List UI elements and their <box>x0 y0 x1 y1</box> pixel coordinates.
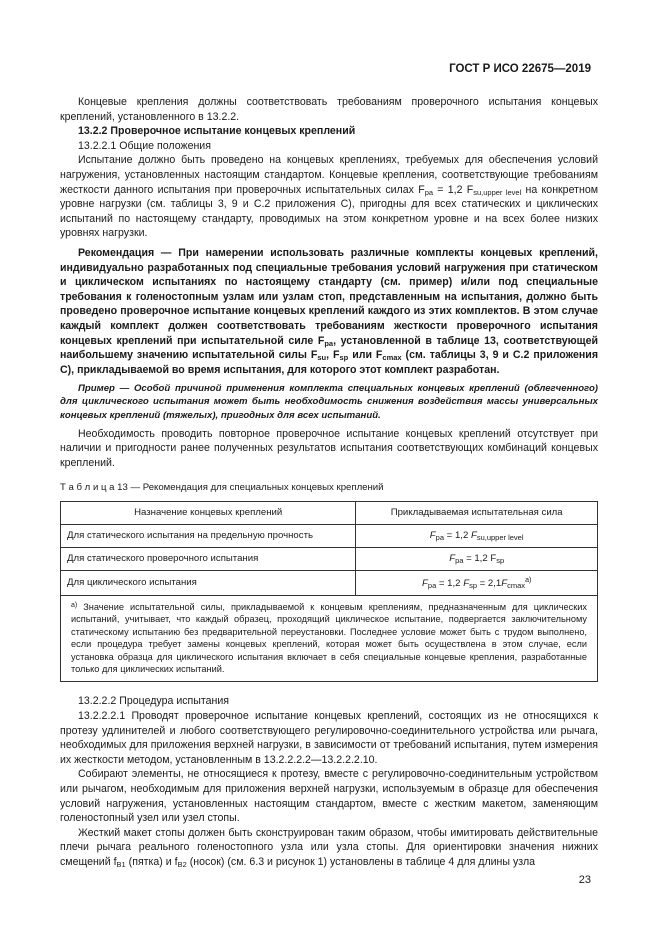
table-cell-force: $F_{pa} = 1,2$ $F_{su,upper level}$ <box>356 525 598 548</box>
table-footnote: $^{a)}$ Значение испытательной силы, прикладываемой к концевым креплениям, предназначенным для циклических испытаний, учитывает, что каждый образец, проходящий циклическое испытание, подвергается заключительному статическому испытанию без предварительной переустановки. Последнее условие может быть с трудом выполнено, если процедура требует замены концевых креплений, которая может быть осуществлена в этом случае, если установка образца для циклического испытания включает в себя специальные концевые крепления, разработанные только для циклических испытаний. <box>61 596 598 682</box>
table-caption: Т а б л и ц а 13 — Рекомендация для специальных концевых креплений <box>60 481 384 493</box>
paragraph: Концевые крепления должны соответствовать требованиям проверочного испытания концевых креплений, установленного в 13.2.2. <box>60 96 598 123</box>
table-row <box>61 548 598 571</box>
table-column-header: Назначение концевых креплений <box>61 502 356 525</box>
table-cell-purpose: Для циклического испытания <box>61 571 356 596</box>
table-row <box>61 571 598 596</box>
section-heading-13-2-2-1: 13.2.2.1 Общие положения <box>78 139 211 152</box>
section-heading-13-2-2-2: 13.2.2.2 Процедура испытания <box>78 695 230 708</box>
paragraph-test-conditions: Испытание должно быть проведено на концевых креплениях, требуемых для обеспечения условий нагружения, установленных настоящим стандартом. Концевые крепления, соответствующие требованиям жесткости данного испытания при проверочных испытательных силах $F_{pa} = 1,2$ $F_{su,upper level}$ на конкретном уровне нагрузки (см. таблицы 3, 9 и С.2 приложения С), пригодны для всех статических и циклических испытаний по настоящему стандарту, проводимых на этом конкретном уровне и на всех более низких уровнях нагрузки. <box>60 154 598 240</box>
page-number: 23 <box>578 874 591 886</box>
table-cell-purpose: Для статического проверочного испытания <box>61 548 356 571</box>
paragraph-assembly: Собирают элементы, не относящиеся к протезу, вместе с регулировочно-соединительным устройством или рычагом, необходимым для приложения верхней нагрузки, используемым в образце для обеспечения условий нагружения, установленных настоящим стандартом, вместе с жестким макетом, заменяющим голеностопный узел или узел стопы. <box>60 768 598 825</box>
table-cell-force: $F_{pa} = 1,2$ $F_{sp}$ <box>356 548 598 571</box>
document-header: ГОСТ Р ИСО 22675—2019 <box>449 63 591 75</box>
table-row <box>61 525 598 548</box>
paragraph-13-2-2-2-1: 13.2.2.2.1 Проводят проверочное испытание концевых креплений, состоящих из не относящихся к протезу удлинителей и любого соответствующего регулировочно-соединительного устройства или рычага, необходимых для приложения верхней нагрузки, в зависимости от требований испытания, путем измерения их жесткости методом, установленным в 13.2.2.2.2—13.2.2.2.10. <box>60 710 598 766</box>
paragraph-retest: Необходимость проводить повторное проверочное испытание концевых креплений отсутствует при наличии и пригодности ранее полученных результатов испытания соответствующих комбинаций концевых креплений. <box>60 427 598 470</box>
table-cell-purpose: Для статического испытания на предельную прочность <box>61 525 356 548</box>
table-cell-force: $F_{pa} = 1,2$ $F_{sp} = 2,1F_{cmax}^{a)}$ <box>356 571 598 596</box>
table-column-header: Прикладываемая испытательная сила <box>356 502 598 525</box>
table-13 <box>60 501 598 682</box>
example-paragraph: Пример — Особой причиной применения комплекта специальных концевых креплений (облегченного) для циклического испытания может быть необходимость снижения воздействия массы универсальных концевых креплений (тяжелых), пригодных для всех испытаний. <box>60 383 598 421</box>
table-footnote-row <box>61 596 598 682</box>
paragraph-rigid-dummy: Жесткий макет стопы должен быть сконструирован таким образом, чтобы имитировать действительные плечи рычага реального голеностопного узла или узла стопы. Для ориентировки значения нижних смещений $f_{B1}$ (пятка) и $f_{B2}$ (носок) (см. 6.3 и рисунок 1) установлены в таблице 4 для длины узла <box>60 826 598 870</box>
table-header-row <box>61 502 598 525</box>
page-content <box>60 95 598 870</box>
section-heading-13-2-2: 13.2.2 Проверочное испытание концевых креплений <box>78 125 356 138</box>
recommendation-paragraph: Рекомендация — При намерении использовать различные комплекты концевых креплений, индивидуально разработанных под специальные требования условий нагружения при статическом и циклическом испытаниях по настоящему стандарту (см. пример) и/или под специальные требования к голеностопным узлам или узлам стоп, представленным на испытания, должно быть проведено проверочное испытание концевых креплений каждого из этих комплектов. В этом случае каждый комплект должен соответствовать требованиям жесткости проверочного испытания концевых креплений при испытательной силе $F_{pa}$, установленной в таблице 13, соответствующей наибольшему значению испытательной силы $F_{su}$, $F_{sp}$ или $F_{cmax}$ (см. таблицы 3, 9 и С.2 приложения С), прикладываемой во время испытания, для которого этот комплект разработан. <box>60 246 598 376</box>
